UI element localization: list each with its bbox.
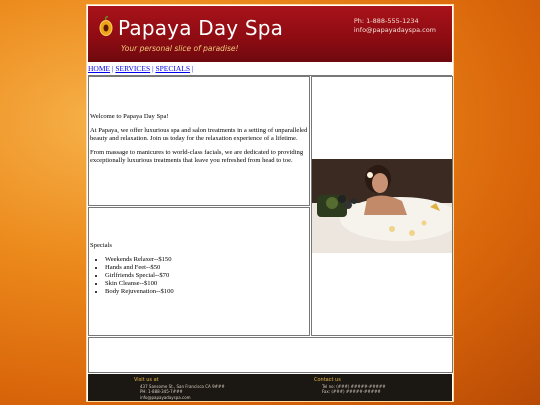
nav-services-link[interactable]: SERVICES	[115, 64, 151, 73]
intro-paragraph-1: At Papaya, we offer luxurious spa and salon treatments in a setting of unparalleled beauty and relaxation. Join us today for the relaxation experience of a lifetime.	[90, 127, 308, 142]
footer-contact-title: Contact us	[314, 377, 341, 383]
specials-item: • Body Rejuvenation--$100	[105, 288, 309, 296]
page-container	[86, 4, 454, 402]
site-footer	[88, 374, 452, 401]
specials-item: • Hands and Feet--$50	[105, 264, 309, 272]
footer-fax: Fax: (###) #####-#####	[322, 389, 381, 395]
specials-list	[89, 256, 309, 296]
specials-item: • Girlfriends Special--$70	[105, 272, 309, 280]
footer-phone: PH: 1-888-345-7###	[140, 389, 183, 395]
spa-bath-photo	[312, 159, 452, 253]
spa-bath-illustration	[312, 159, 452, 253]
footer-address-block	[140, 384, 225, 400]
specials-item: • Weekends Relaxer--$150	[105, 256, 309, 264]
photo-section	[311, 76, 453, 336]
site-header	[88, 6, 452, 62]
nav-home-link[interactable]: HOME	[88, 64, 111, 73]
header-email: info@papayadayspa.com	[353, 26, 436, 34]
top-nav: HOME | SERVICES | SPECIALS |	[88, 64, 452, 76]
footer-email: info@papayadayspa.com	[140, 394, 191, 400]
empty-row	[88, 337, 453, 373]
site-brand-title: Papaya Day Spa	[118, 16, 284, 40]
header-contact	[354, 17, 436, 35]
footer-contact-block	[322, 384, 386, 395]
specials-section	[88, 207, 310, 336]
header-phone: Ph: 1-888-555-1234	[353, 17, 419, 25]
footer-visit-title: Visit us at	[134, 377, 159, 383]
intro-paragraph-2: From massage to manicures to world-class facials, we are dedicated to providing exceptionally luxurious treatments that leave you refreshed from head to toe.	[90, 149, 304, 164]
specials-item: • Skin Cleanse--$100	[105, 280, 309, 288]
footer-address: 437 Sansome St., San Francisco CA 9###	[140, 384, 225, 389]
welcome-text: Welcome to Papaya Day Spa!	[90, 113, 169, 120]
specials-title: Specials	[90, 242, 112, 249]
intro-section	[88, 76, 310, 206]
nav-specials-link[interactable]: SPECIALS	[155, 64, 191, 73]
site-tagline: Your personal slice of paradise!	[121, 44, 239, 53]
footer-tel: Tel no: (###) #####-#####	[322, 384, 386, 389]
papaya-logo-icon	[99, 16, 113, 36]
